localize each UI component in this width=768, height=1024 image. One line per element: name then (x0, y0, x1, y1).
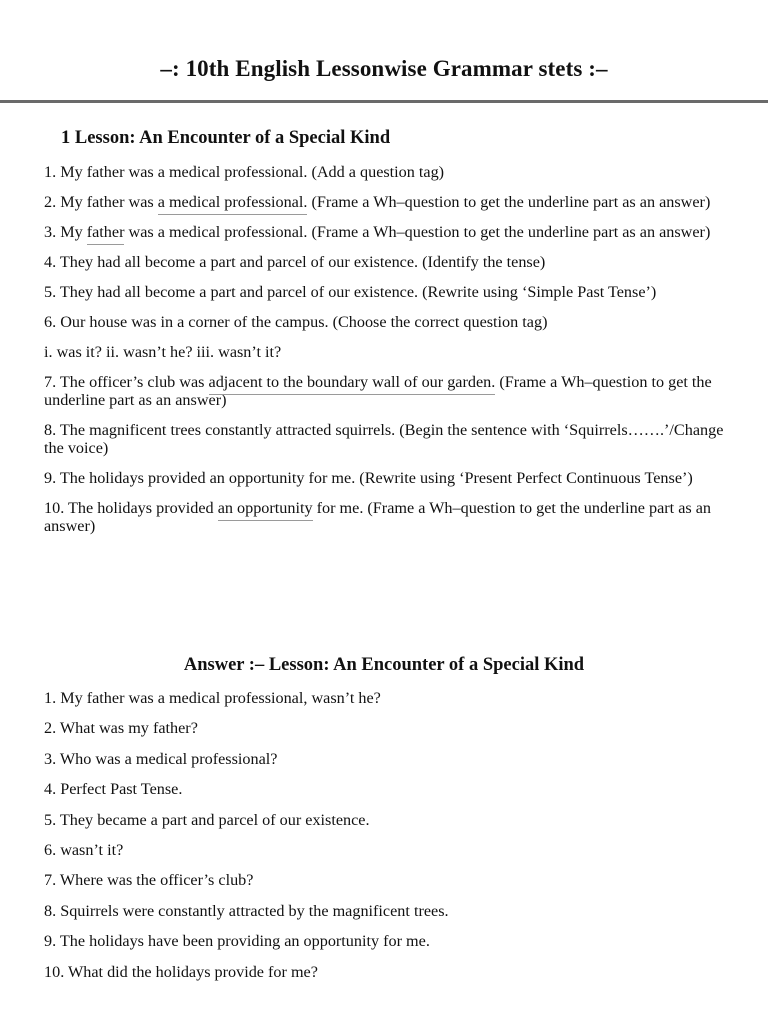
answer-item: 3. Who was a medical professional? (44, 749, 278, 768)
question-item (44, 193, 734, 211)
underlined-part: an opportunity (217, 499, 313, 517)
question-text: 10. The holidays provided (44, 499, 218, 517)
question-text: was a medical professional. (Frame a Wh–question to get the underline part as an answer) (124, 223, 711, 241)
question-item (44, 163, 734, 181)
question-item (44, 253, 734, 271)
questions-heading: 1 Lesson: An Encounter of a Special Kind (61, 128, 391, 148)
underlined-part: a medical professional. (157, 193, 308, 211)
question-text: 2. My father was (44, 193, 158, 211)
answer-item: 6. wasn’t it? (44, 840, 124, 859)
page-title: –: 10th English Lessonwise Grammar stets :– (160, 56, 608, 81)
underlined-part: adjacent to the boundary wall of our garden. (208, 373, 496, 391)
answer-item: 9. The holidays have been providing an opportunity for me. (44, 932, 430, 951)
question-text: 1. My father was a medical professional. (Add a question tag) (44, 163, 445, 181)
question-item (44, 421, 734, 457)
question-text: (Frame a Wh–question to get the underline part as an answer) (44, 373, 712, 409)
question-item (44, 223, 734, 241)
answers-heading: Answer :– Lesson: An Encounter of a Special Kind (183, 655, 585, 675)
answer-item: 5. They became a part and parcel of our existence. (44, 810, 370, 829)
question-text: for me. (Frame a Wh–question to get the underline part as an answer) (44, 499, 711, 535)
question-text: 4. They had all become a part and parcel of our existence. (Identify the tense) (44, 253, 546, 271)
question-item (44, 283, 734, 301)
answer-item: 7. Where was the officer’s club? (44, 871, 254, 890)
answer-item: 4. Perfect Past Tense. (44, 780, 183, 799)
question-list (44, 163, 734, 547)
question-text: 8. The magnificent trees constantly attracted squirrels. (Begin the sentence with ‘Squirrels…….’/Change the voice) (44, 421, 724, 457)
question-text: 7. The officer’s club was (44, 373, 209, 391)
question-item (44, 373, 734, 409)
question-text: 5. They had all become a part and parcel of our existence. (Rewrite using ‘Simple Past Tense’) (44, 283, 657, 301)
answer-item: 10. What did the holidays provide for me? (44, 962, 318, 981)
question-text: 6. Our house was in a corner of the campus. (Choose the correct question tag) (44, 313, 548, 331)
question-text: i. was it? ii. wasn’t he? iii. wasn’t it? (44, 343, 282, 361)
question-item (44, 469, 734, 487)
answer-item: 8. Squirrels were constantly attracted by the magnificent trees. (44, 901, 449, 920)
question-options (44, 343, 734, 361)
question-item (44, 499, 734, 535)
question-text: 9. The holidays provided an opportunity for me. (Rewrite using ‘Present Perfect Continuous Tense’) (44, 469, 693, 487)
title-divider (0, 100, 768, 103)
answer-list (44, 689, 734, 993)
answer-item: 1. My father was a medical professional, wasn’t he? (44, 689, 381, 707)
question-item (44, 313, 734, 331)
answer-item: 2. What was my father? (44, 719, 198, 738)
question-text: (Frame a Wh–question to get the underline part as an answer) (307, 193, 711, 211)
question-text: 3. My (44, 223, 87, 241)
underlined-part: father (86, 223, 125, 241)
